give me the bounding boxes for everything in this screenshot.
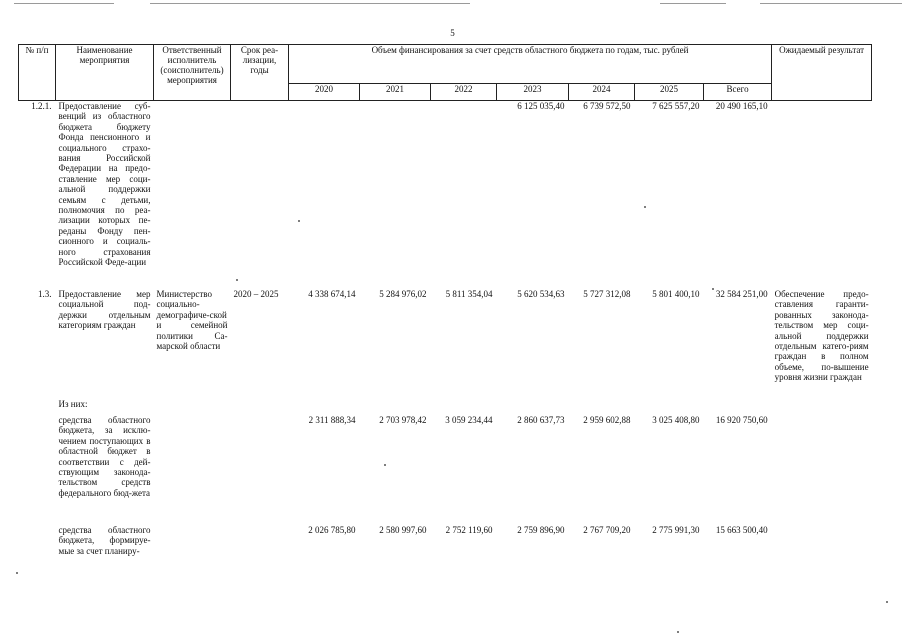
scan-artifact-line <box>14 3 114 4</box>
row-value-2025: 5 801 400,10 <box>652 289 700 299</box>
table-row <box>19 399 872 415</box>
scan-speck <box>16 572 18 574</box>
row-value-2025: 3 025 408,80 <box>652 415 700 425</box>
row-term <box>231 525 289 585</box>
header-year: 2021 <box>360 84 431 101</box>
row-responsible: Министерство социально-демографиче-ской и семейной политики Са-марской области <box>156 289 228 352</box>
scan-speck <box>384 464 386 466</box>
row-value-2023: 6 125 035,40 <box>517 101 565 111</box>
row-num: 1.2.1. <box>31 101 52 111</box>
header-year: 2023 <box>497 84 569 101</box>
row-num <box>19 415 56 525</box>
row-value-2020: 2 311 888,34 <box>308 415 356 425</box>
row-value-2021 <box>360 101 431 290</box>
header-year: 2025 <box>635 84 704 101</box>
row-responsible <box>154 525 231 585</box>
scan-artifact-line <box>660 3 726 4</box>
scan-artifact-line <box>150 3 470 4</box>
row-value-2024: 5 727 312,08 <box>583 289 631 299</box>
row-result <box>772 525 872 585</box>
row-value-2021: 2 703 978,42 <box>379 415 427 425</box>
row-value-2022 <box>431 101 497 290</box>
scan-speck <box>236 279 238 281</box>
page-number: 5 <box>450 28 455 38</box>
header-responsible: Ответственный исполнитель (соисполнитель) мероприятия <box>154 45 231 101</box>
row-name: Предоставление мер социальной под-держки отдельным категориям граждан <box>58 289 151 331</box>
row-name: средства областного бюджета, за исклю-чением поступающих в областной бюджет в соответствии с дей-ствующим законода-тельством средств федерального бюд-жета <box>58 415 151 498</box>
row-value-2025: 2 775 991,30 <box>652 525 700 535</box>
row-value-2023: 2 759 896,90 <box>517 525 565 535</box>
scan-artifact-line <box>760 3 902 4</box>
row-value-2022: 2 752 119,60 <box>445 525 493 535</box>
row-value-total: 15 663 500,40 <box>715 525 768 535</box>
scan-speck <box>886 601 888 603</box>
header-num: № п/п <box>19 45 56 101</box>
funding-table <box>18 44 872 585</box>
row-value-total: 20 490 165,10 <box>715 101 768 111</box>
row-value-2021: 2 580 997,60 <box>379 525 427 535</box>
row-value-2020 <box>289 101 360 290</box>
row-value-2023: 5 620 534,63 <box>517 289 565 299</box>
table-row <box>19 101 872 290</box>
row-result <box>772 415 872 525</box>
empty-cell <box>19 399 56 415</box>
header-result: Ожидаемый результат <box>772 45 872 101</box>
row-value-2020: 2 026 785,80 <box>308 525 356 535</box>
row-value-2022: 3 059 234,44 <box>445 415 493 425</box>
header-year: 2020 <box>289 84 360 101</box>
row-num <box>19 525 56 585</box>
table-row <box>19 415 872 525</box>
table-row <box>19 525 872 585</box>
row-value-total: 32 584 251,00 <box>715 289 768 299</box>
header-total: Всего <box>704 84 772 101</box>
row-term <box>231 415 289 525</box>
header-funding: Объем финансирования за счет средств областного бюджета по годам, тыс. рублей <box>289 45 772 84</box>
scan-speck <box>712 288 714 290</box>
row-responsible <box>154 415 231 525</box>
row-value-2022: 5 811 354,04 <box>445 289 493 299</box>
row-result <box>772 101 872 290</box>
table-row <box>19 289 872 399</box>
header-year: 2022 <box>431 84 497 101</box>
row-term: 2020 – 2025 <box>233 289 279 299</box>
scan-speck <box>644 206 646 208</box>
header-name: Наименование мероприятия <box>56 45 154 101</box>
table-header-row <box>19 45 872 84</box>
row-value-2020: 4 338 674,14 <box>308 289 356 299</box>
header-year: 2024 <box>569 84 635 101</box>
row-value-2024: 6 739 572,50 <box>583 101 631 111</box>
row-num: 1.3. <box>38 289 52 299</box>
subtotal-label: Из них: <box>58 399 88 409</box>
row-term <box>231 101 289 290</box>
row-value-2024: 2 959 602,88 <box>583 415 631 425</box>
row-name: средства областного бюджета, формируе-мые за счет планиру- <box>58 525 151 556</box>
header-term: Срок реа-лизации, годы <box>231 45 289 101</box>
row-result: Обеспечение предо-ставления гаранти-рованных законода-тельством мер соци-альной поддержки отдельным катего-риям граждан в полном объеме, по-вышение уровня жизни граждан <box>774 289 869 383</box>
row-value-2023: 2 860 637,73 <box>517 415 565 425</box>
row-value-total: 16 920 750,60 <box>715 415 768 425</box>
row-value-2025: 7 625 557,20 <box>652 101 700 111</box>
row-value-2024: 2 767 709,20 <box>583 525 631 535</box>
scan-speck <box>677 631 679 633</box>
row-name: Предоставление суб-венций из областного бюджета бюджету Фонда пенсионного и социального страхо-вания Российской Федерации на предо-ставление мер соци-альной поддержки семьям с детьми, полномочия по реа-лизации которых пе-реданы Фонду пен-сионного и социаль-ного страхования Российской Феде-ации <box>58 101 151 268</box>
row-responsible <box>154 101 231 290</box>
scan-speck <box>298 220 300 222</box>
row-value-2021: 5 284 976,02 <box>379 289 427 299</box>
